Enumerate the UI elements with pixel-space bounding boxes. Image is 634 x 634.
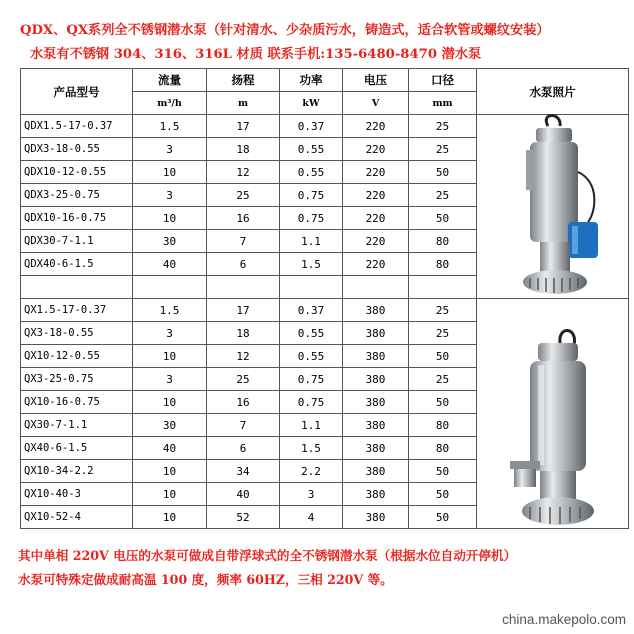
cell-voltage: 380: [343, 322, 409, 345]
cell-power: 0.75: [280, 391, 343, 414]
cell-head: 34: [207, 460, 280, 483]
cell-flow: 10: [133, 506, 207, 529]
cell-head: 7: [207, 414, 280, 437]
cell-model: QX3-18-0.55: [21, 322, 133, 345]
cell-power: 4: [280, 506, 343, 529]
cell-head: 16: [207, 207, 280, 230]
cell-model: QX10-16-0.75: [21, 391, 133, 414]
cell-power: 0.55: [280, 138, 343, 161]
cell-flow: 3: [133, 322, 207, 345]
cell-power: 0.55: [280, 322, 343, 345]
cell-model: QDX3-18-0.55: [21, 138, 133, 161]
cell-model: QDX10-12-0.55: [21, 161, 133, 184]
cell-diameter: 80: [409, 414, 477, 437]
cell-flow: 3: [133, 184, 207, 207]
cell-model: QX30-7-1.1: [21, 414, 133, 437]
cell-head: 25: [207, 184, 280, 207]
cell-flow: 3: [133, 138, 207, 161]
cell-diameter: 50: [409, 483, 477, 506]
cell-voltage: 380: [343, 391, 409, 414]
cell-power: 2.2: [280, 460, 343, 483]
cell-diameter: 80: [409, 230, 477, 253]
cell-diameter: 50: [409, 207, 477, 230]
unit-voltage: V: [343, 92, 409, 115]
cell-model: [21, 276, 133, 299]
cell-voltage: 380: [343, 368, 409, 391]
cell-power: 0.55: [280, 345, 343, 368]
cell-voltage: 380: [343, 460, 409, 483]
cell-flow: 10: [133, 345, 207, 368]
cell-head: 6: [207, 437, 280, 460]
note-line1: 其中单相 220V 电压的水泵可做成自带浮球式的全不锈钢潜水泵（根据水位自动开停机）: [18, 548, 517, 563]
cell-head: 17: [207, 115, 280, 138]
cell-flow: 10: [133, 207, 207, 230]
header-voltage: 电压: [343, 69, 409, 92]
cell-flow: 30: [133, 230, 207, 253]
cell-model: QDX3-25-0.75: [21, 184, 133, 207]
cell-voltage: 220: [343, 253, 409, 276]
cell-model: QDX40-6-1.5: [21, 253, 133, 276]
cell-power: 1.1: [280, 230, 343, 253]
cell-model: QX10-34-2.2: [21, 460, 133, 483]
cell-diameter: 50: [409, 506, 477, 529]
cell-power: 0.37: [280, 115, 343, 138]
cell-power: [280, 276, 343, 299]
cell-model: QX1.5-17-0.37: [21, 299, 133, 322]
cell-model: QX40-6-1.5: [21, 437, 133, 460]
cell-diameter: [409, 276, 477, 299]
unit-diameter: mm: [409, 92, 477, 115]
cell-voltage: 380: [343, 437, 409, 460]
cell-head: 6: [207, 253, 280, 276]
cell-diameter: 25: [409, 138, 477, 161]
cell-voltage: [343, 276, 409, 299]
unit-flow: m³/h: [133, 92, 207, 115]
cell-diameter: 25: [409, 115, 477, 138]
cell-voltage: 380: [343, 506, 409, 529]
pump-with-float-image: [500, 112, 610, 302]
cell-power: 0.37: [280, 299, 343, 322]
cell-flow: 40: [133, 437, 207, 460]
cell-voltage: 220: [343, 138, 409, 161]
cell-head: 7: [207, 230, 280, 253]
cell-voltage: 380: [343, 483, 409, 506]
cell-model: QX10-52-4: [21, 506, 133, 529]
cell-head: [207, 276, 280, 299]
cell-diameter: 80: [409, 253, 477, 276]
cell-diameter: 50: [409, 391, 477, 414]
cell-head: 40: [207, 483, 280, 506]
cell-diameter: 50: [409, 345, 477, 368]
cell-voltage: 380: [343, 414, 409, 437]
cell-model: QX10-12-0.55: [21, 345, 133, 368]
cell-flow: 40: [133, 253, 207, 276]
header-title-line1: QDX、QX系列全不锈钢潜水泵（针对清水、少杂质污水，铸造式，适合软管或螺纹安装）: [20, 23, 550, 38]
cell-flow: 10: [133, 483, 207, 506]
cell-voltage: 380: [343, 299, 409, 322]
cell-flow: 10: [133, 460, 207, 483]
cell-diameter: 50: [409, 161, 477, 184]
cell-model: QDX10-16-0.75: [21, 207, 133, 230]
cell-voltage: 220: [343, 161, 409, 184]
cell-flow: 3: [133, 368, 207, 391]
cell-diameter: 25: [409, 368, 477, 391]
cell-diameter: 25: [409, 184, 477, 207]
cell-voltage: 220: [343, 184, 409, 207]
cell-head: 25: [207, 368, 280, 391]
cell-power: 0.75: [280, 368, 343, 391]
header-head: 扬程: [207, 69, 280, 92]
cell-voltage: 220: [343, 115, 409, 138]
header-flow: 流量: [133, 69, 207, 92]
cell-model: QX3-25-0.75: [21, 368, 133, 391]
cell-diameter: 50: [409, 460, 477, 483]
cell-head: 18: [207, 322, 280, 345]
header-diameter: 口径: [409, 69, 477, 92]
cell-flow: [133, 276, 207, 299]
cell-head: 12: [207, 345, 280, 368]
cell-head: 52: [207, 506, 280, 529]
cell-power: 1.5: [280, 253, 343, 276]
header-title-line2: 水泵有不锈钢 304、316、316L 材质 联系手机:135-6480-8470 潜水泵: [30, 47, 482, 62]
header-model: 产品型号: [21, 69, 133, 115]
cell-voltage: 220: [343, 230, 409, 253]
cell-voltage: 380: [343, 345, 409, 368]
cell-head: 12: [207, 161, 280, 184]
cell-model: QX10-40-3: [21, 483, 133, 506]
cell-flow: 1.5: [133, 115, 207, 138]
cell-flow: 1.5: [133, 299, 207, 322]
cell-voltage: 220: [343, 207, 409, 230]
cell-head: 16: [207, 391, 280, 414]
cell-head: 17: [207, 299, 280, 322]
cell-diameter: 80: [409, 437, 477, 460]
cell-diameter: 25: [409, 299, 477, 322]
cell-diameter: 25: [409, 322, 477, 345]
unit-power: kW: [280, 92, 343, 115]
cell-power: 0.75: [280, 207, 343, 230]
pump-image: [500, 325, 610, 535]
cell-power: 1.1: [280, 414, 343, 437]
cell-power: 1.5: [280, 437, 343, 460]
cell-flow: 10: [133, 161, 207, 184]
cell-head: 18: [207, 138, 280, 161]
cell-power: 0.55: [280, 161, 343, 184]
unit-head: m: [207, 92, 280, 115]
cell-power: 0.75: [280, 184, 343, 207]
cell-model: QDX30-7-1.1: [21, 230, 133, 253]
header-power: 功率: [280, 69, 343, 92]
cell-flow: 10: [133, 391, 207, 414]
note-line2: 水泵可特殊定做成耐高温 100 度，频率 60HZ，三相 220V 等。: [18, 572, 393, 587]
watermark: china.makepolo.com: [502, 612, 626, 627]
cell-model: QDX1.5-17-0.37: [21, 115, 133, 138]
header-photo: 水泵照片: [477, 69, 629, 115]
cell-flow: 30: [133, 414, 207, 437]
cell-power: 3: [280, 483, 343, 506]
